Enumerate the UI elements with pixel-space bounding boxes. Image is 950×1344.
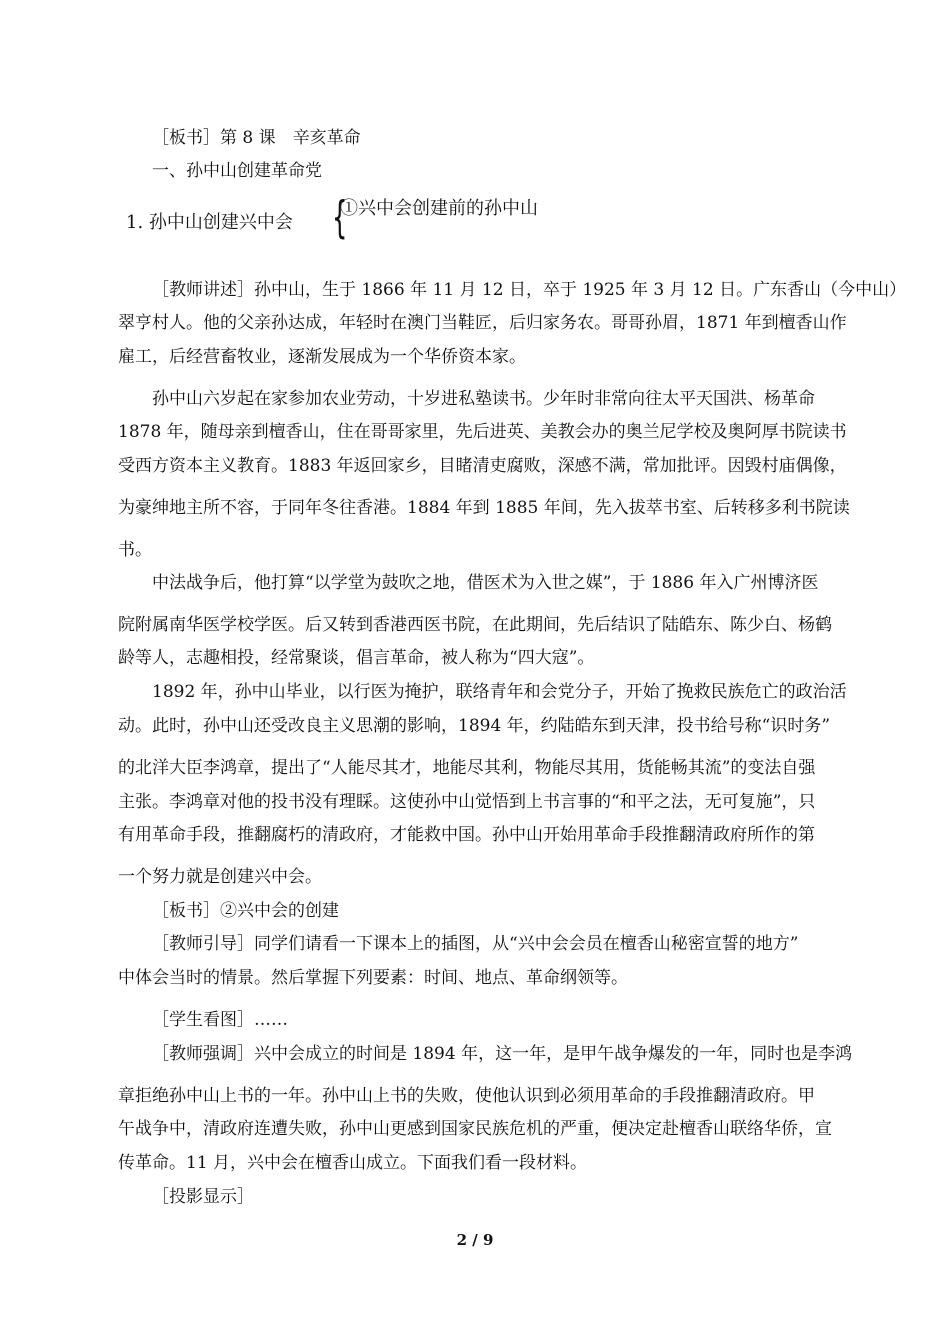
paragraph-line: 孙中山六岁起在家参加农业劳动，十岁进私塾读书。少年时非常向往太平天国洪、杨革命 (152, 389, 815, 409)
page-number: 2 / 9 (456, 1231, 494, 1249)
paragraph-line: 中法战争后，他打算“以学堂为鼓吹之地，借医术为入世之媒”，于 1886 年入广州博济医 (152, 573, 819, 593)
paragraph-line: 有用革命手段，推翻腐朽的清政府，才能救中国。孙中山开始用革命手段推翻清政府所作的第 (118, 825, 815, 845)
paragraph-line: 主张。李鸿章对他的投书没有理睬。这使孙中山觉悟到上书言事的“和平之法，无可复施”，只 (118, 792, 816, 812)
paragraph-line: 院附属南华医学校学医。后又转到香港西医书院，在此期间，先后结识了陆皓东、陈少白、杨鹤 (118, 615, 832, 635)
brace-symbol: { (332, 192, 348, 243)
paragraph-line: 传革命。11 月，兴中会在檀香山成立。下面我们看一段材料。 (118, 1153, 588, 1173)
paragraph-line: 章拒绝孙中山上书的一年。孙中山上书的失败，使他认识到必须用革命的手段推翻清政府。甲 (118, 1086, 815, 1106)
paragraph-line: ［教师强调］兴中会成立的时间是 1894 年，这一年，是甲午战争爆发的一年，同时也是李鸿 (152, 1044, 853, 1064)
paragraph-line: ［教师引导］同学们请看一下课本上的插图，从“兴中会会员在檀香山秘密宣誓的地方” (152, 934, 799, 954)
paragraph-line: 午战争中，清政府连遭失败，孙中山更感到国家民族危机的严重，便决定赴檀香山联络华侨，宣 (118, 1119, 832, 1139)
paragraph-line: 一个努力就是创建兴中会。 (118, 867, 322, 887)
paragraph-line: ［投影显示］ (152, 1187, 254, 1207)
paragraph-line: 翠亨村人。他的父亲孙达成，年轻时在澳门当鞋匠，后归家务农。哥哥孙眉，1871 年到檀香山作 (118, 313, 847, 333)
board-note: ［板书］②兴中会的创建 (152, 901, 339, 921)
paragraph-line: ［学生看图］…… (152, 1010, 288, 1030)
paragraph-line: 1892 年，孙中山毕业，以行医为掩护，联络青年和会党分子，开始了挽救民族危亡的政治活 (152, 682, 847, 702)
board-title: ［板书］第 8 课 辛亥革命 (152, 128, 361, 148)
paragraph-line: 为豪绅地主所不容，于同年冬往香港。1884 年到 1885 年间，先入拔萃书室、后转移多利书院读 (118, 498, 850, 518)
subsection-item: ①兴中会创建前的孙中山 (340, 198, 538, 219)
paragraph-line: 动。此时，孙中山还受改良主义思潮的影响，1894 年，约陆皓东到天津，投书给号称“识时务” (118, 716, 831, 736)
paragraph-line: 的北洋大臣李鸿章，提出了“人能尽其才，地能尽其利，物能尽其用，货能畅其流”的变法自强 (118, 758, 816, 778)
section-heading: 一、孙中山创建革命党 (152, 161, 322, 181)
paragraph-line: 龄等人，志趣相投，经常聚谈，倡言革命，被人称为“四大寇”。 (118, 648, 595, 668)
subsection-title: 1. 孙中山创建兴中会 (126, 212, 293, 233)
subsection-diagram (118, 186, 588, 252)
paragraph-line: 书。 (118, 540, 152, 560)
paragraph-line: 中体会当时的情景。然后掌握下列要素：时间、地点、革命纲领等。 (118, 968, 628, 988)
paragraph-line: 1878 年，随母亲到檀香山，住在哥哥家里，先后进英、美教会办的奥兰尼学校及奥阿厚书院读书 (118, 422, 847, 442)
paragraph-line: 受西方资本主义教育。1883 年返回家乡，目睹清吏腐败，深感不满，常加批评。因毁村庙偶像， (118, 456, 847, 476)
paragraph-line: 雇工，后经营畜牧业，逐渐发展成为一个华侨资本家。 (118, 347, 526, 367)
paragraph-line: ［教师讲述］孙中山，生于 1866 年 11 月 12 日，卒于 1925 年 3 月 12 日。广东香山（今中山） (152, 280, 907, 300)
